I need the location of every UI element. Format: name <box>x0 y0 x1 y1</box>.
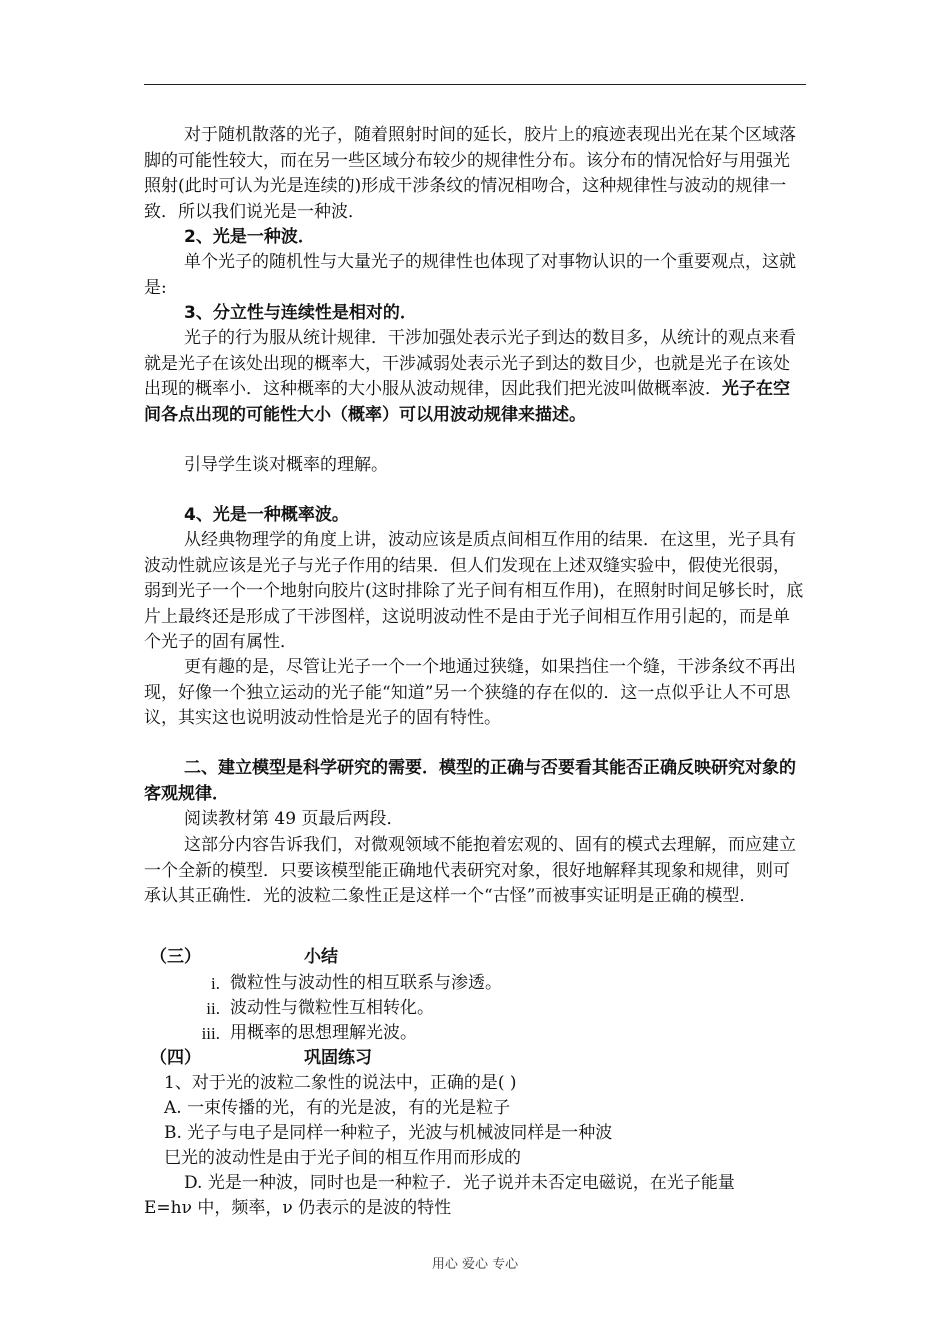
practice-option-a: A. 一束传播的光，有的光是波，有的光是粒子 <box>164 1098 511 1118</box>
paragraph-read-textbook: 阅读教材第 49 页最后两段． <box>184 809 404 829</box>
list-item-numeral: ii. <box>206 999 220 1018</box>
paragraph-guide-students: 引导学生谈对概率的理解。 <box>184 455 388 475</box>
page-footer: 用心 爱心 专心 <box>431 1257 519 1272</box>
header-rule <box>144 84 806 85</box>
paragraph-model-explanation: 这部分内容告诉我们，对微观领域不能抱着宏观的、固有的模式去理解，而应建立一个全新的模型．只要该模型能正确地代表研究对象，很好地解释其现象和规律，则可承认其正确性．光的波粒二象性正是这样一个“古怪”而被事实证明是正确的模型． <box>144 835 796 906</box>
section-summary-title: 小结 <box>304 947 338 967</box>
section-practice-title: 巩固练习 <box>304 1048 372 1068</box>
section-summary-heading <box>150 945 338 970</box>
paragraph-classical-physics: 从经典物理学的角度上讲，波动应该是质点间相互作用的结果．在这里，光子具有波动性就应该是光子与光子作用的结果．但人们发现在上述双缝实验中，假使光很弱，弱到光子一个一个地射向胶片(这时排除了光子间有相互作用)，在照射时间足够长时，底片上最终还是形成了干涉图样，这说明波动性不是由于光子间相互作用引起的，而是单个光子的固有属性． <box>144 530 804 652</box>
paragraph-statistics <box>144 326 806 428</box>
paragraph-random-photons: 对于随机散落的光子，随着照射时间的延长，胶片上的痕迹表现出光在某个区域落脚的可能性较大，而在另一些区域分布较少的规律性分布。该分布的情况恰好与用强光照射(此时可认为光是连续的)形成干涉条纹的情况相吻合，这种规律性与波动的规律一致．所以我们说光是一种波． <box>144 125 796 222</box>
practice-question: 1、对于光的波粒二象性的说法中，正确的是( ) <box>164 1073 517 1093</box>
list-item-text: 用概率的思想理解光波。 <box>230 1023 417 1043</box>
heading-discrete-continuous: 3、分立性与连续性是相对的． <box>184 303 417 323</box>
practice-option-b: B. 光子与电子是同样一种粒子，光波与机械波同样是一种波 <box>164 1123 613 1143</box>
statistics-text: 光子的行为服从统计规律．干涉加强处表示光子到达的数目多，从统计的观点来看就是光子在该处出现的概率大，干涉减弱处表示光子到达的数目少，也就是光子在该处出现的概率小．这种概率的大小服从波动规律，因此我们把光波叫做概率波． <box>144 328 796 399</box>
paragraph-model-building: 二、建立模型是科学研究的需要．模型的正确与否要看其能否正确反映研究对象的客观规律． <box>144 758 796 804</box>
practice-option-d: D. 光是一种波，同时也是一种粒子．光子说并未否定电磁说，在光子能量 <box>184 1173 735 1193</box>
statistics-bold-text: 光子在空间各点出现的可能性大小（概率）可以用波动规律来描述。 <box>144 379 790 425</box>
section-summary-number: （三） <box>150 947 201 967</box>
section-practice-number: （四） <box>150 1048 201 1068</box>
heading-probability-wave: 4、光是一种概率波。 <box>184 505 349 525</box>
section-practice-heading <box>150 1046 372 1071</box>
paragraph-viewpoint: 单个光子的随机性与大量光子的规律性也体现了对事物认识的一个重要观点，这就是: <box>144 252 796 298</box>
practice-option-c: 巳光的波动性是由于光子间的相互作用而形成的 <box>164 1148 521 1168</box>
practice-option-d-continued: E=hν 中，频率，ν 仍表示的是波的特性 <box>144 1198 452 1218</box>
list-item-text: 微粒性与波动性的相互联系与渗透。 <box>230 973 502 993</box>
list-item-text: 波动性与微粒性互相转化。 <box>230 998 434 1018</box>
list-item <box>211 971 502 996</box>
list-item-numeral: i. <box>211 974 220 993</box>
list-item <box>201 1021 417 1046</box>
list-item-numeral: iii. <box>201 1024 220 1043</box>
list-item <box>206 996 434 1021</box>
paragraph-more-interesting: 更有趣的是，尽管让光子一个一个地通过狭缝，如果挡住一个缝，干涉条纹不再出现，好像一个独立运动的光子能“知道”另一个狭缝的存在似的．这一点似乎让人不可思议，其实这也说明波动性恰是光子的固有特性。 <box>144 657 796 728</box>
heading-light-is-wave: 2、光是一种波． <box>184 227 315 247</box>
